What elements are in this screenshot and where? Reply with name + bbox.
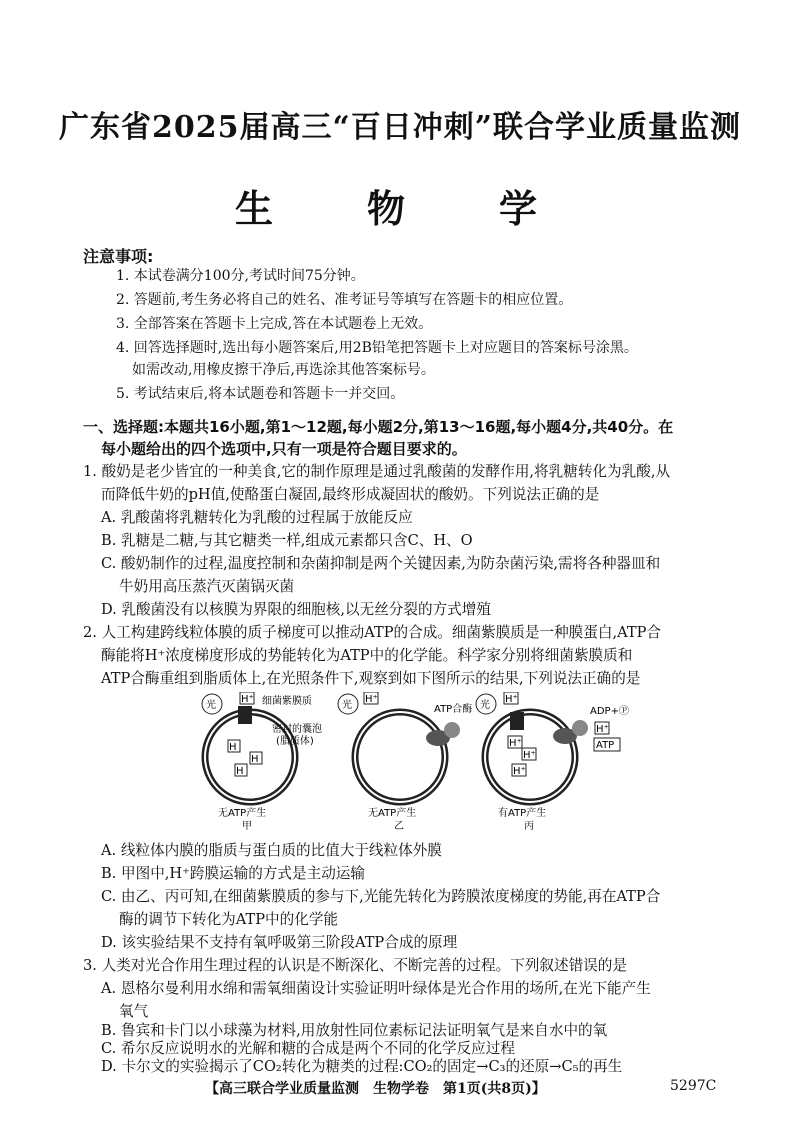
notice-heading: 注意事项: (83, 247, 154, 266)
q3-option-a: A. 恩格尔曼利用水绵和需氧细菌设计实验证明叶绿体是光合作用的场所,在光下能产生 (101, 980, 651, 997)
h-ion: H (236, 766, 244, 777)
q3-option-a-cont: 氧气 (119, 1003, 149, 1020)
q1-option-d: D. 乳酸菌没有以核膜为界限的细胞核,以无丝分裂的方式增殖 (101, 601, 491, 618)
panel-jia (202, 692, 322, 832)
q1-option-a: A. 乳酸菌将乳糖转化为乳酸的过程属于放能反应 (101, 509, 413, 526)
q1-stem: 1. 酸奶是老少皆宜的一种美食,它的制作原理是通过乳酸菌的发酵作用,将乳糖转化为乳酸,从 (83, 463, 671, 480)
q2-option-c-cont: 酶的调节下转化为ATP中的化学能 (119, 911, 339, 928)
h-ion: H⁺ (241, 694, 254, 705)
q1-stem: 而降低牛奶的pH值,使酪蛋白凝固,最终形成凝固状的酸奶。下列说法正确的是 (101, 486, 600, 503)
panel-yi (338, 692, 472, 832)
label-jia: 甲 (242, 821, 252, 832)
h-ion: H⁺ (596, 724, 609, 735)
atp-synthase-label: ATP合酶 (434, 704, 473, 715)
h-ion: H⁺ (509, 738, 522, 749)
result-bing: 有ATP产生 (498, 808, 547, 819)
purple-membrane-protein (238, 706, 252, 724)
q3-option-c: C. 希尔反应说明水的光解和糖的合成是两个不同的化学反应过程 (101, 1040, 515, 1057)
q3-stem: 3. 人类对光合作用生理过程的认识是不断深化、不断完善的过程。下列叙述错误的是 (83, 957, 627, 974)
q3-option-b: B. 鲁宾和卡门以小球藻为材料,用放射性同位素标记法证明氧气是来自水中的氧 (101, 1022, 608, 1039)
h-ion: H⁺ (513, 766, 526, 777)
vesicle-label: 密封的囊泡 (272, 724, 322, 735)
result-yi: 无ATP产生 (368, 808, 417, 819)
q1-option-c: C. 酸奶制作的过程,温度控制和杂菌抑制是两个关键因素,为防杂菌污染,需将各种器皿和 (101, 555, 661, 572)
atp-label: ATP (596, 740, 615, 751)
notice-item: 3. 全部答案在答题卡上完成,答在本试题卷上无效。 (116, 316, 433, 332)
q1-option-b: B. 乳糖是二糖,与其它糖类一样,组成元素都只含C、H、O (101, 532, 473, 549)
q1-option-c-cont: 牛奶用高压蒸汽灭菌锅灭菌 (119, 578, 295, 595)
exam-title: 广东省2025届高三“百日冲刺”联合学业质量监测 (58, 110, 741, 145)
h-ion: H⁺ (365, 694, 378, 705)
q2-stem: 2. 人工构建跨线粒体膜的质子梯度可以推动ATP的合成。细菌紫膜质是一种膜蛋白,ATP合 (83, 624, 661, 641)
q2-option-d: D. 该实验结果不支持有氧呼吸第三阶段ATP合成的原理 (101, 934, 458, 951)
vesicle-label-2: (脂质体) (276, 736, 314, 747)
result-jia: 无ATP产生 (218, 808, 267, 819)
h-ion: H⁺ (523, 750, 536, 761)
light-label: 光 (480, 700, 490, 711)
purple-membrane-label: 细菌紫膜质 (262, 696, 312, 707)
notice-item: 2. 答题前,考生务必将自己的姓名、准考证号等填写在答题卡的相应位置。 (116, 292, 573, 308)
label-yi: 乙 (394, 821, 404, 832)
q2-option-b: B. 甲图中,H⁺跨膜运输的方式是主动运输 (101, 865, 365, 882)
q3-option-d: D. 卡尔文的实验揭示了CO₂转化为糖类的过程:CO₂的固定→C₃的还原→C₅的再生 (101, 1058, 623, 1075)
label-bing: 丙 (524, 821, 534, 832)
notice-item: 4. 回答选择题时,选出每小题答案后,用2B铅笔把答题卡上对应题目的答案标号涂黑。 (116, 340, 638, 356)
light-label: 光 (206, 700, 216, 711)
q2-stem: 酶能将H⁺浓度梯度形成的势能转化为ATP中的化学能。科学家分别将细菌紫膜质和 (101, 647, 633, 664)
section-heading: 一、选择题:本题共16小题,第1～12题,每小题2分,第13～16题,每小题4分,共40分。在 (83, 418, 674, 436)
notice-item: 如需改动,用橡皮擦干净后,再选涂其他答案标号。 (132, 362, 435, 378)
q2-option-a: A. 线粒体内膜的脂质与蛋白质的比值大于线粒体外膜 (101, 842, 442, 859)
light-label: 光 (342, 700, 352, 711)
liposome-diagram (190, 692, 630, 832)
notice-item: 5. 考试结束后,将本试题卷和答题卡一并交回。 (116, 386, 405, 402)
exam-code: 5297C (670, 1078, 717, 1094)
section-heading-cont: 每小题给出的四个选项中,只有一项是符合题目要求的。 (101, 440, 467, 458)
purple-membrane-protein (510, 712, 524, 730)
q2-stem: ATP合酶重组到脂质体上,在光照条件下,观察到如下图所示的结果,下列说法正确的是 (101, 670, 641, 687)
h-ion: H⁺ (505, 694, 518, 705)
adp-pi-label: ADP+Ⓟ (590, 706, 629, 717)
page-footer: 【高三联合学业质量监测 生物学卷 第1页(共8页)】 (205, 1081, 546, 1097)
notice-item: 1. 本试卷满分100分,考试时间75分钟。 (116, 268, 365, 284)
subject-title: 生 物 学 (234, 186, 565, 231)
h-ion: H (229, 742, 237, 753)
h-ion: H (251, 754, 259, 765)
q2-option-c: C. 由乙、丙可知,在细菌紫膜质的参与下,光能先转化为跨膜浓度梯度的势能,再在ATP合 (101, 888, 661, 905)
panel-bing (476, 692, 629, 832)
